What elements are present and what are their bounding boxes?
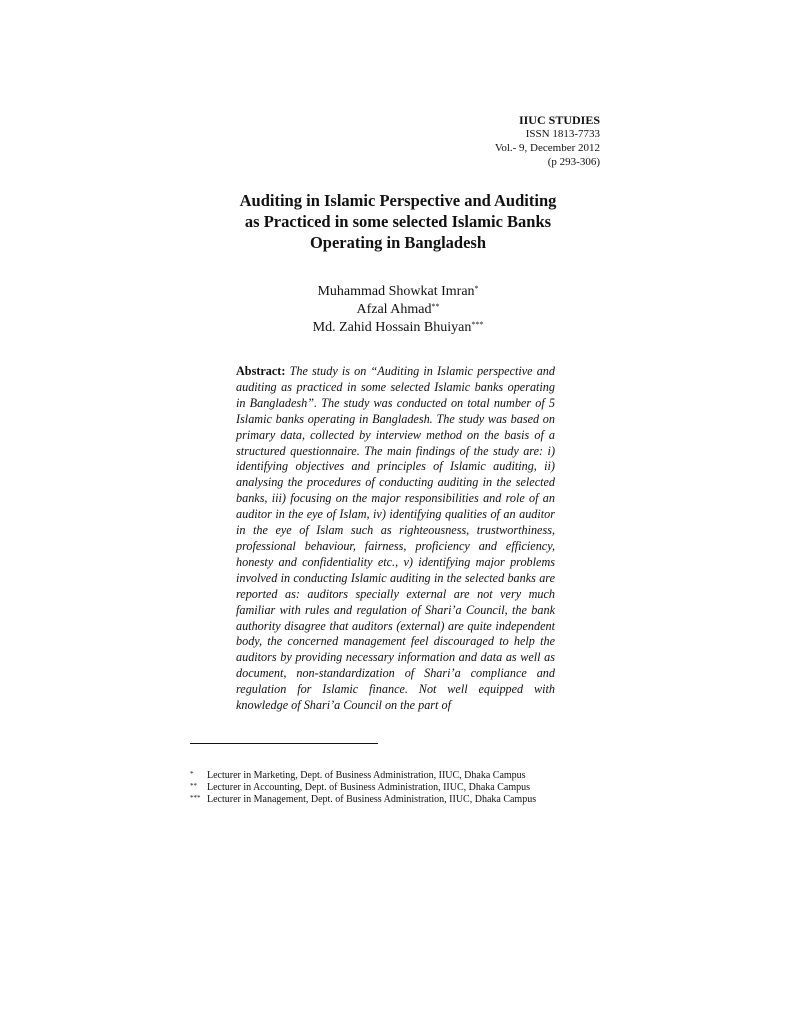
author-name: Md. Zahid Hossain Bhuiyan bbox=[312, 320, 472, 335]
footnote-text: Lecturer in Marketing, Dept. of Business Administration, IIUC, Dhaka Campus bbox=[207, 770, 526, 781]
footnotes bbox=[190, 770, 610, 806]
author-footnote-mark: * bbox=[474, 284, 479, 293]
journal-name: IIUC STUDIES bbox=[518, 113, 600, 127]
author bbox=[226, 301, 570, 319]
footnote bbox=[190, 770, 610, 782]
footnote bbox=[190, 794, 610, 806]
journal-header bbox=[495, 113, 600, 169]
author-list bbox=[226, 283, 570, 337]
volume: Vol.- 9, December 2012 bbox=[494, 142, 600, 154]
author-footnote-mark: ** bbox=[431, 302, 440, 311]
issn: ISSN 1813-7733 bbox=[525, 128, 600, 140]
page-range: (p 293-306) bbox=[547, 156, 600, 168]
footnote-mark: ** bbox=[190, 782, 197, 790]
abstract-label: Abstract: bbox=[236, 364, 286, 378]
title-line: Operating in Bangladesh bbox=[309, 233, 487, 252]
author-footnote-mark: *** bbox=[471, 320, 484, 329]
title-line: as Practiced in some selected Islamic Banks bbox=[244, 212, 552, 231]
footnote bbox=[190, 782, 610, 794]
author-name: Muhammad Showkat Imran bbox=[317, 284, 475, 299]
paper-title bbox=[226, 190, 570, 253]
footnote-mark: *** bbox=[190, 794, 201, 802]
footnote-text: Lecturer in Management, Dept. of Business Administration, IIUC, Dhaka Campus bbox=[207, 794, 537, 805]
footnote-mark: * bbox=[190, 770, 194, 778]
footnote-divider bbox=[190, 743, 378, 744]
footnote-text: Lecturer in Accounting, Dept. of Business Administration, IIUC, Dhaka Campus bbox=[207, 782, 531, 793]
author bbox=[226, 319, 570, 337]
title-line: Auditing in Islamic Perspective and Auditing bbox=[239, 191, 557, 210]
author bbox=[226, 283, 570, 301]
abstract-text: The study is on “Auditing in Islamic perspective and auditing as practiced in some selected Islamic banks operating in Bangladesh”. The study was conducted on total number of 5 Islamic banks operating in Bangladesh. The study was based on primary data, collected by interview method on the basis of a structured questionnaire. The main findings of the study are: i) identifying objectives and principles of Islamic auditing, ii) analysing the procedures of conducting auditing in the selected banks, iii) focusing on the major responsibilities and role of an auditor in the eye of Islam, iv) identifying qualities of an auditor in the eye of Islam such as righteousness, trustworthiness, professional behaviour, fairness, proficiency and efficiency, honesty and confidentiality etc., v) identifying major problems involved in conducting Islamic auditing in the selected banks are reported as: auditors specially external are not very much familiar with rules and regulation of Shari’a Council, the bank authority disagree that auditors (external) are quite independent body, the concerned management feel discouraged to help the auditors by providing necessary information and data as well as document, non-standardization of Shari’a compliance and regulation for Islamic finance. Not well equipped with knowledge of Shari’a Council on the part of bbox=[236, 364, 555, 713]
author-name: Afzal Ahmad bbox=[356, 302, 432, 317]
abstract bbox=[236, 364, 555, 714]
